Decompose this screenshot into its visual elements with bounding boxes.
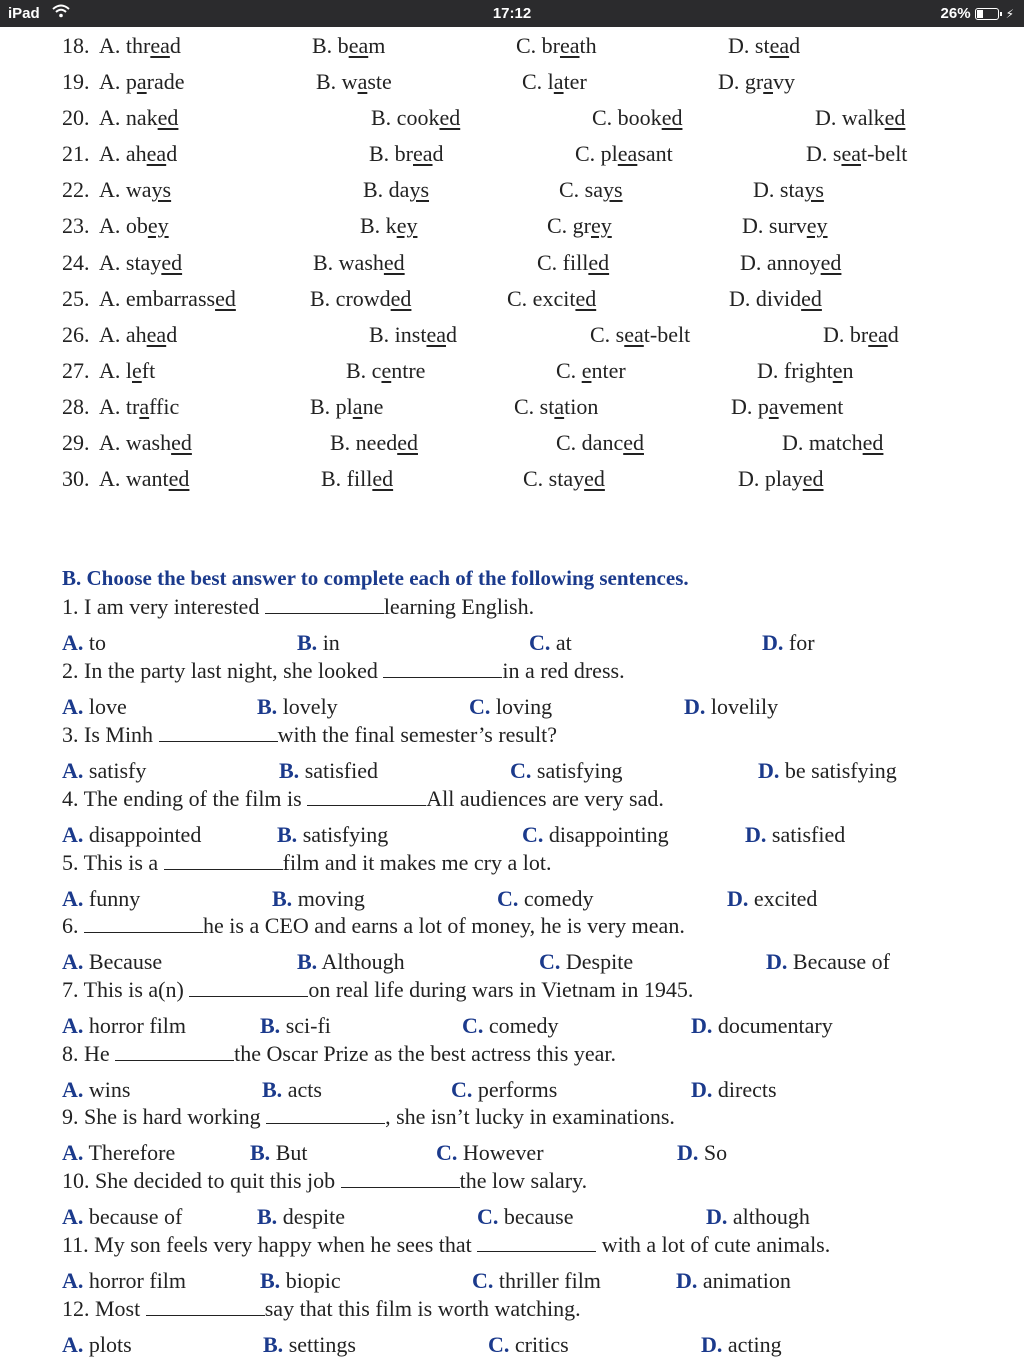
option: A. wanted xyxy=(99,466,190,491)
battery-indicator xyxy=(941,5,1014,22)
option: A. traffic xyxy=(99,394,180,419)
answer-option-c[interactable]: C. Despite xyxy=(539,949,634,974)
answer-option-b[interactable]: B. biopic xyxy=(260,1268,341,1293)
option: D. bread xyxy=(823,322,899,347)
underlined-sound: ed xyxy=(661,105,683,130)
question-stem: 2. In the party last night, she looked in a red dress. xyxy=(62,658,625,683)
answer-blank[interactable] xyxy=(189,978,308,997)
option: D. matched xyxy=(782,430,884,455)
answer-option-c[interactable]: C. comedy xyxy=(462,1013,559,1038)
underlined-sound: ea xyxy=(769,33,790,58)
option: B. beam xyxy=(312,33,386,58)
underlined-sound: ed xyxy=(588,250,610,275)
question-number: 30. xyxy=(62,466,90,491)
answer-option-a[interactable]: A. wins xyxy=(62,1077,131,1102)
answer-blank[interactable] xyxy=(266,1105,385,1124)
battery-percent: 26% xyxy=(940,5,971,22)
option: A. embarrassed xyxy=(99,286,236,311)
option: D. frighten xyxy=(757,358,854,383)
question-stem: 5. This is a film and it makes me cry a lot. xyxy=(62,850,552,875)
answer-option-d[interactable]: D. animation xyxy=(676,1268,791,1293)
question-stem: 8. He the Oscar Prize as the best actress this year. xyxy=(62,1041,616,1066)
underlined-sound: ed xyxy=(215,286,236,311)
underlined-sound: ea xyxy=(146,141,167,166)
option: C. enter xyxy=(556,358,626,383)
status-bar xyxy=(0,0,1024,27)
option: B. centre xyxy=(346,358,426,383)
option: B. bread xyxy=(369,141,444,166)
answer-option-a[interactable]: A. Therefore xyxy=(62,1140,176,1165)
option: D. annoyed xyxy=(740,250,842,275)
option: C. later xyxy=(522,69,587,94)
underlined-sound: ea xyxy=(868,322,888,347)
answer-option-b[interactable]: B. satisfying xyxy=(277,822,389,847)
option: B. filled xyxy=(321,466,394,491)
underlined-sound: ea xyxy=(617,141,638,166)
answer-option-c[interactable]: C. because xyxy=(477,1204,574,1229)
underlined-sound: ed xyxy=(862,430,884,455)
answer-option-c[interactable]: C. disappointing xyxy=(522,822,669,847)
answer-option-c[interactable]: C. thriller film xyxy=(472,1268,601,1293)
answer-option-d[interactable]: D. although xyxy=(706,1204,810,1229)
answer-option-d[interactable]: D. Because of xyxy=(766,949,891,974)
option: A. thread xyxy=(99,33,181,58)
option: C. booked xyxy=(592,105,683,130)
option: A. ahead xyxy=(99,141,178,166)
answer-option-b[interactable]: B. satisfied xyxy=(279,758,379,783)
answer-blank[interactable] xyxy=(115,1042,234,1061)
underlined-sound: ed xyxy=(157,105,179,130)
answer-option-a[interactable]: A. satisfy xyxy=(62,758,147,783)
question-number: 19. xyxy=(62,69,90,94)
question-number: 26. xyxy=(62,322,90,347)
answer-option-d[interactable]: D. directs xyxy=(691,1077,777,1102)
question-stem: 7. This is a(n) on real life during wars in Vietnam in 1945. xyxy=(62,977,694,1002)
answer-option-d[interactable]: D. be satisfying xyxy=(758,758,897,783)
option: B. cooked xyxy=(371,105,461,130)
question-number: 21. xyxy=(62,141,90,166)
answer-option-a[interactable]: A. funny xyxy=(62,886,141,911)
answer-blank[interactable] xyxy=(265,595,384,614)
option: B. needed xyxy=(330,430,418,455)
option: D. walked xyxy=(815,105,906,130)
option: B. key xyxy=(360,213,418,238)
option: C. grey xyxy=(547,213,612,238)
underlined-sound: ed xyxy=(161,250,183,275)
answer-option-a[interactable]: A. horror film xyxy=(62,1268,187,1293)
underlined-sound: ey xyxy=(147,213,169,238)
underlined-sound: ed xyxy=(623,430,644,455)
underlined-sound: ed xyxy=(575,286,597,311)
answer-option-d[interactable]: D. acting xyxy=(701,1332,782,1357)
option: D. divided xyxy=(729,286,822,311)
underlined-sound: ys xyxy=(151,177,172,202)
device-name: iPad xyxy=(8,5,40,22)
answer-option-c[interactable]: C. critics xyxy=(488,1332,569,1357)
question-stem: 4. The ending of the film is All audiences are very sad. xyxy=(62,786,664,811)
underlined-sound: ed xyxy=(802,466,824,491)
underlined-sound: ed xyxy=(820,250,842,275)
option: C. seat-belt xyxy=(590,322,691,347)
answer-option-b[interactable]: B. sci-fi xyxy=(260,1013,331,1038)
question-number: 27. xyxy=(62,358,90,383)
option: A. obey xyxy=(99,213,169,238)
battery-icon xyxy=(975,8,999,20)
answer-option-a[interactable]: A. Because xyxy=(62,949,163,974)
question-number: 28. xyxy=(62,394,90,419)
underlined-sound: e xyxy=(381,358,392,383)
answer-blank[interactable] xyxy=(477,1233,596,1252)
underlined-sound: ys xyxy=(409,177,430,202)
option: B. instead xyxy=(369,322,457,347)
question-number: 25. xyxy=(62,286,90,311)
option: C. filled xyxy=(537,250,610,275)
option: D. stead xyxy=(728,33,801,58)
underlined-sound: a xyxy=(768,394,779,419)
option: D. seat-belt xyxy=(806,141,908,166)
option: A. left xyxy=(99,358,156,383)
option: C. stayed xyxy=(523,466,605,491)
underlined-sound: ed xyxy=(884,105,906,130)
option: C. station xyxy=(514,394,599,419)
underlined-sound: ed xyxy=(168,466,190,491)
underlined-sound: ea xyxy=(150,33,170,58)
answer-option-c[interactable]: C. satisfying xyxy=(510,758,623,783)
option: A. washed xyxy=(99,430,192,455)
option: C. breath xyxy=(516,33,597,58)
answer-option-d[interactable]: D. satisfied xyxy=(745,822,846,847)
answer-option-d[interactable]: D. excited xyxy=(727,886,818,911)
option: B. plane xyxy=(310,394,384,419)
underlined-sound: ed xyxy=(584,466,605,491)
question-number: 20. xyxy=(62,105,90,130)
underlined-sound: a xyxy=(553,69,564,94)
answer-option-b[interactable]: B. in xyxy=(297,630,340,655)
answer-option-b[interactable]: B. moving xyxy=(272,886,365,911)
question-stem: 12. Most say that this film is worth watching. xyxy=(62,1296,581,1321)
underlined-sound: ea xyxy=(348,33,369,58)
underlined-sound: ey xyxy=(806,213,828,238)
answer-blank[interactable] xyxy=(383,659,502,678)
option: A. stayed xyxy=(99,250,183,275)
answer-blank[interactable] xyxy=(159,723,278,742)
underlined-sound: a xyxy=(763,69,773,94)
underlined-sound: a xyxy=(554,394,565,419)
underlined-sound: ed xyxy=(372,466,394,491)
underlined-sound: ed xyxy=(390,286,412,311)
option: D. gravy xyxy=(718,69,795,94)
underlined-sound: ed xyxy=(801,286,822,311)
question-number: 29. xyxy=(62,430,90,455)
option: B. waste xyxy=(316,69,392,94)
question-stem: 6. he is a CEO and earns a lot of money, he is very mean. xyxy=(62,913,685,938)
option: C. says xyxy=(559,177,623,202)
question-number: 22. xyxy=(62,177,90,202)
answer-option-c[interactable]: C. However xyxy=(436,1140,544,1165)
underlined-sound: ea xyxy=(426,322,446,347)
option: D. pavement xyxy=(731,394,844,419)
underlined-sound: ys xyxy=(804,177,824,202)
option: C. excited xyxy=(507,286,597,311)
option: B. crowded xyxy=(310,286,412,311)
question-stem: 1. I am very interested learning English. xyxy=(62,594,535,619)
clock: 17:12 xyxy=(492,5,532,22)
option: A. parade xyxy=(99,69,185,94)
underlined-sound: ea xyxy=(413,141,433,166)
underlined-sound: ea xyxy=(624,322,644,347)
answer-option-d[interactable]: D. So xyxy=(677,1140,728,1165)
option: C. pleasant xyxy=(575,141,673,166)
answer-option-a[interactable]: A. love xyxy=(62,694,127,719)
answer-option-c[interactable]: C. performs xyxy=(451,1077,558,1102)
answer-blank[interactable] xyxy=(84,914,203,933)
option: A. ways xyxy=(99,177,172,202)
underlined-sound: a xyxy=(352,394,363,419)
answer-option-b[interactable]: B. lovely xyxy=(257,694,338,719)
underlined-sound: ed xyxy=(397,430,418,455)
answer-option-c[interactable]: C. loving xyxy=(469,694,553,719)
option: B. days xyxy=(363,177,430,202)
question-stem: 10. She decided to quit this job the low salary. xyxy=(62,1168,588,1193)
underlined-sound: e xyxy=(581,358,592,383)
underlined-sound: ed xyxy=(171,430,192,455)
answer-option-d[interactable]: D. for xyxy=(762,630,815,655)
underlined-sound: a xyxy=(139,394,150,419)
answer-blank[interactable] xyxy=(146,1297,265,1316)
underlined-sound: e xyxy=(832,358,843,383)
underlined-sound: e xyxy=(132,358,142,383)
option: D. stays xyxy=(753,177,824,202)
underlined-sound: ey xyxy=(591,213,612,238)
underlined-sound: a xyxy=(136,69,147,94)
answer-option-c[interactable]: C. comedy xyxy=(497,886,594,911)
answer-option-b[interactable]: B. But xyxy=(250,1140,308,1165)
answer-option-a[interactable]: A. to xyxy=(62,630,107,655)
underlined-sound: ea xyxy=(146,322,167,347)
option: D. survey xyxy=(742,213,828,238)
underlined-sound: ed xyxy=(383,250,405,275)
answer-option-a[interactable]: A. plots xyxy=(62,1332,132,1357)
underlined-sound: ed xyxy=(439,105,461,130)
question-number: 18. xyxy=(62,33,90,58)
answer-option-a[interactable]: A. because of xyxy=(62,1204,183,1229)
question-stem: 3. Is Minh with the final semester’s result? xyxy=(62,722,557,747)
option: D. played xyxy=(738,466,824,491)
answer-option-c[interactable]: C. at xyxy=(529,630,572,655)
underlined-sound: ea xyxy=(560,33,580,58)
option: A. ahead xyxy=(99,322,178,347)
answer-option-d[interactable]: D. lovelily xyxy=(684,694,779,719)
answer-option-b[interactable]: B. despite xyxy=(257,1204,346,1229)
underlined-sound: ey xyxy=(396,213,418,238)
answer-option-b[interactable]: B. Although xyxy=(297,949,405,974)
option: B. washed xyxy=(313,250,405,275)
answer-option-b[interactable]: B. settings xyxy=(263,1332,356,1357)
answer-option-d[interactable]: D. documentary xyxy=(691,1013,833,1038)
answer-option-a[interactable]: A. horror film xyxy=(62,1013,187,1038)
question-stem: 11. My son feels very happy when he sees that with a lot of cute animals. xyxy=(62,1232,831,1257)
option: A. naked xyxy=(99,105,179,130)
underlined-sound: a xyxy=(357,69,368,94)
answer-blank[interactable] xyxy=(341,1169,460,1188)
underlined-sound: ea xyxy=(841,141,861,166)
option: C. danced xyxy=(556,430,644,455)
answer-option-b[interactable]: B. acts xyxy=(262,1077,322,1102)
answer-blank[interactable] xyxy=(307,787,426,806)
answer-blank[interactable] xyxy=(164,851,283,870)
question-number: 24. xyxy=(62,250,90,275)
charging-bolt-icon: ⚡ xyxy=(1005,6,1014,21)
part-b-heading: B. Choose the best answer to complete each of the following sentences. xyxy=(62,566,689,590)
question-stem: 9. She is hard working , she isn’t lucky in examinations. xyxy=(62,1104,675,1129)
underlined-sound: ys xyxy=(603,177,623,202)
question-number: 23. xyxy=(62,213,90,238)
answer-option-a[interactable]: A. disappointed xyxy=(62,822,202,847)
